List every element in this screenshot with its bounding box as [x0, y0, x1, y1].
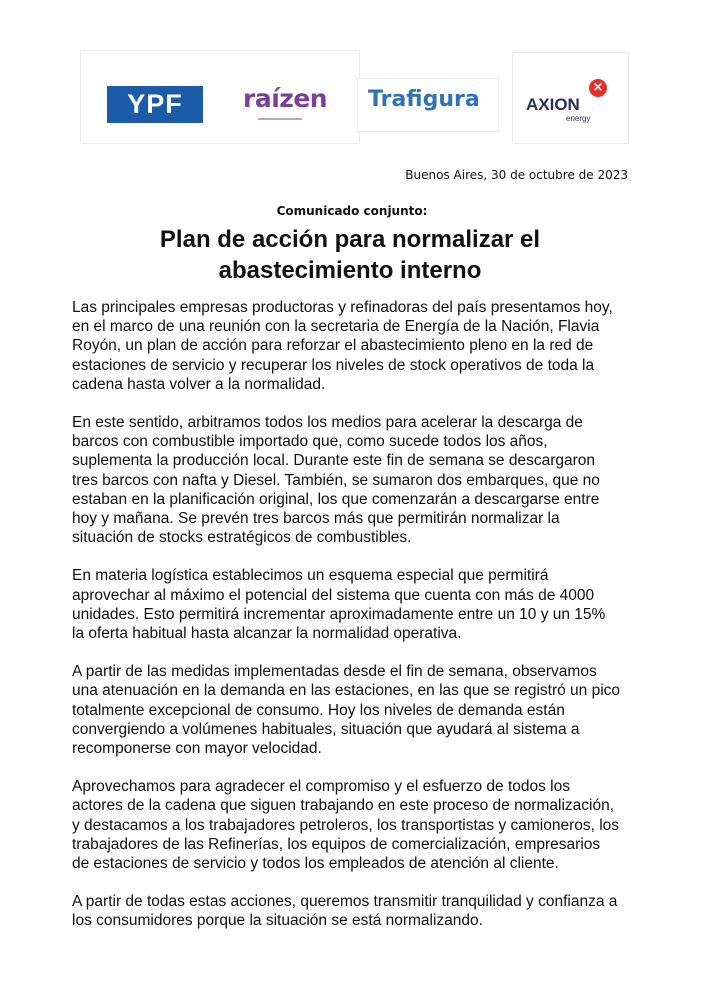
paragraph-line: estaciones de servicio y recuperar los niveles de stock operativos de toda la: [72, 356, 595, 374]
paragraph-line: y destacamos a los trabajadores petroleros, los transportistas y camioneros, los: [72, 816, 620, 834]
communique-label: Comunicado conjunto:: [276, 204, 428, 218]
document-body: [72, 298, 652, 950]
paragraph-line: unidades. Esto permitirá incrementar aproximadamente entre un 10 y un 15%: [72, 605, 606, 623]
paragraph-line: En este sentido, arbitramos todos los medios para acelerar la descarga de: [72, 414, 583, 432]
body-paragraph: [72, 777, 652, 873]
paragraph-line: convergiendo a volúmenes habituales, situación que ayudará al sistema a: [72, 720, 580, 738]
paragraph-line: cadena hasta volver a la normalidad.: [72, 375, 326, 393]
paragraph-line: de estaciones de servicio y todos los empleados de atención al cliente.: [72, 855, 559, 873]
paragraph-line: los consumidores porque la situación se está normalizando.: [72, 912, 483, 930]
paragraph-line: situación de stocks estratégicos de combustibles.: [72, 529, 412, 547]
axion-logo: AXION: [526, 95, 580, 114]
paragraph-line: suplementa la producción local. Durante este fin de semana se descargaron: [72, 452, 596, 470]
paragraph-line: A partir de las medidas implementadas desde el fin de semana, observamos: [72, 663, 597, 681]
paragraph-line: aprovechar al máximo el potencial del sistema que cuenta con más de 4000: [72, 586, 595, 604]
paragraph-line: una atenuación en la demanda en las estaciones, en las que se registró un pico: [72, 682, 621, 700]
body-paragraph: [72, 662, 652, 758]
body-paragraph: [72, 413, 652, 547]
raizen-tagline-mark: [258, 118, 302, 120]
axion-x-mark-icon: ×: [589, 79, 607, 97]
paragraph-line: en el marco de una reunión con la secretaria de Energía de la Nación, Flavia: [72, 318, 600, 336]
paragraph-line: A partir de todas estas acciones, queremos transmitir tranquilidad y confianza a: [72, 893, 618, 911]
paragraph-line: barcos con combustible importado que, como sucede todos los años,: [72, 433, 548, 451]
paragraph-line: recomponerse con mayor velocidad.: [72, 740, 322, 758]
document-title: [60, 224, 640, 286]
paragraph-line: Las principales empresas productoras y refinadoras del país presentamos hoy,: [72, 299, 613, 316]
paragraph-line: actores de la cadena que siguen trabajando en este proceso de normalización,: [72, 797, 615, 815]
body-paragraph: [72, 566, 652, 643]
trafigura-logo: Trafigura: [368, 87, 480, 112]
ypf-logo: YPF: [107, 86, 203, 123]
paragraph-line: totalmente excepcional de consumo. Hoy los niveles de demanda están: [72, 701, 565, 719]
paragraph-line: estaban en la planificación original, los que comenzarán a descargarse entre: [72, 490, 600, 508]
body-paragraph: [72, 298, 652, 394]
raizen-logo: raízen: [243, 84, 328, 113]
paragraph-line: Royón, un plan de acción para reforzar el abastecimiento pleno en la red de: [72, 337, 594, 355]
paragraph-line: En materia logística establecimos un esquema especial que permitirá: [72, 567, 549, 585]
paragraph-line: la oferta habitual hasta alcanzar la normalidad operativa.: [72, 625, 462, 643]
paragraph-line: hoy y mañana. Se prevén tres barcos más que permitirán normalizar la: [72, 510, 560, 528]
date-line: Buenos Aires, 30 de octubre de 2023: [405, 168, 628, 182]
title-line: Plan de acción para normalizar el: [159, 226, 541, 253]
paragraph-line: trabajadores de las Refinerías, los equipos de comercialización, empresarios: [72, 835, 601, 853]
title-line: abastecimiento interno: [218, 257, 482, 284]
paragraph-line: Aprovechamos para agradecer el compromiso y el esfuerzo de todos los: [72, 778, 570, 796]
paragraph-line: tres barcos con nafta y Diesel. También, se sumaron dos embarques, que no: [72, 471, 600, 489]
axion-energy-label: energy: [566, 114, 591, 123]
body-paragraph: [72, 892, 652, 930]
